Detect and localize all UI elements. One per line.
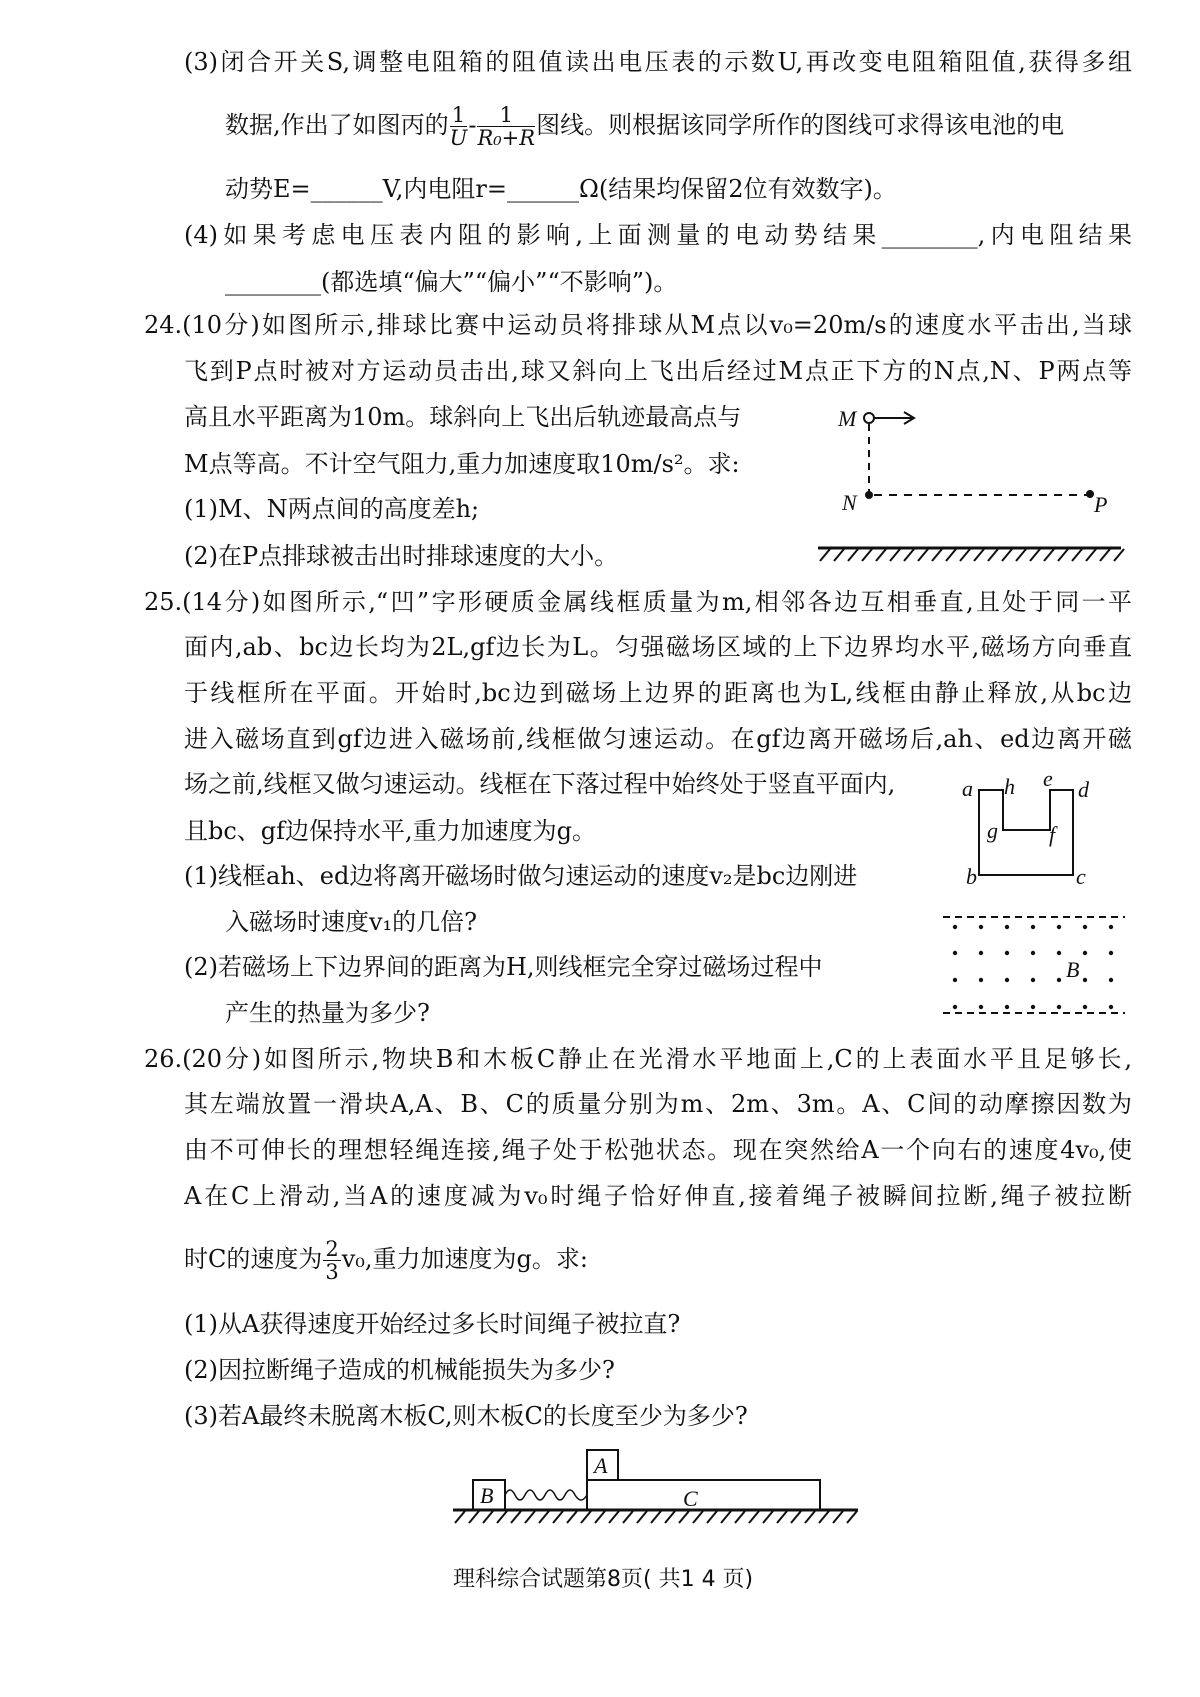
label-g: g [987,818,998,843]
hatch-mark [511,1511,521,1523]
q24-line: (2)在P点排球被击出时排球速度的大小。 [184,542,619,570]
field-dot [1057,978,1061,982]
ground-hatch [455,1511,857,1523]
q25-line: (1)线框ah、ed边将离开磁场时做匀速运动的速度v₂是bc边刚进 [184,862,858,890]
hatch-mark [1100,549,1110,561]
hatch-mark [974,549,984,561]
label-h: h [1004,774,1015,799]
frac-num: 1 [477,104,535,127]
q25-frame-figure [943,766,1125,1013]
field-dot [1005,1005,1009,1009]
label-p: P [1094,492,1108,517]
hatch-mark [847,1511,857,1523]
hatch-mark [820,549,830,561]
hatch-mark [890,549,900,561]
q23-part3-line2-post: 图线。则根据该同学所作的图线可求得该电池的电 [536,111,1065,139]
label-board-c: C [683,1486,698,1511]
hatch-mark [834,549,844,561]
hatch-mark [1058,549,1068,561]
q25-line: 且bc、gf边保持水平,重力加速度为g。 [184,817,597,845]
q24-line: M点等高。不计空气阻力,重力加速度取10m/s²。求: [184,450,740,478]
hatch-mark [581,1511,591,1523]
field-dot [953,925,957,929]
q24-line: (1)M、N两点间的高度差h; [184,495,480,523]
field-dot [1083,1005,1087,1009]
fraction-two-thirds [323,1238,340,1283]
hatch-mark [946,549,956,561]
q26-line: A在C上滑动,当A的速度减为v₀时绳子恰好伸直,接着绳子被瞬间拉断,绳子被拉断 [184,1182,1132,1210]
field-dot [1109,951,1113,955]
field-dot [1083,925,1087,929]
q26-line5 [184,1238,588,1283]
label-n: N [842,490,857,515]
hatch-mark [791,1511,801,1523]
field-dot [1057,1005,1061,1009]
point-p [1086,490,1094,498]
field-dot [1031,925,1035,929]
label-b: b [966,864,977,889]
q26-sub-question: (3)若A最终未脱离木板C,则木板C的长度至少为多少? [184,1402,748,1430]
hatch-mark [960,549,970,561]
hatch-mark [497,1511,507,1523]
hatch-mark [862,549,872,561]
q23-part4-line2: ________(都选填“偏大”“偏小”“不影响”)。 [225,268,678,296]
label-a: a [962,776,973,801]
board-c [587,1480,820,1510]
q26-sub-question: (1)从A获得速度开始经过多长时间绳子被拉直? [184,1310,681,1338]
q25-line: 场之前,线框又做匀速运动。线框在下落过程中始终处于竖直平面内, [184,770,896,798]
q26-line: 由不可伸长的理想轻绳连接,绳子处于松弛状态。现在突然给A一个向右的速度4v₀,使 [184,1136,1132,1164]
field-dot [979,925,983,929]
hatch-mark [721,1511,731,1523]
field-dot [979,1005,983,1009]
label-c: c [1076,864,1086,889]
hatch-mark [988,549,998,561]
field-dot [953,951,957,955]
field-dot [1083,978,1087,982]
q25-line: 面内,ab、bc边长均为2L,gf边长为L。匀强磁场区域的上下边界均水平,磁场方向垂直 [184,633,1132,661]
frac-den: 3 [325,1260,339,1284]
hatch-mark [1086,549,1096,561]
field-dot [1109,925,1113,929]
hatch-mark [623,1511,633,1523]
q24-line: 24.(10分)如图所示,排球比赛中运动员将排球从M点以v₀=20m/s的速度水平击出,当球 [144,311,1132,339]
field-dot [1057,925,1061,929]
frac-num: 1 [450,104,468,127]
label-e: e [1043,766,1053,791]
hatch-mark [1114,549,1124,561]
q25-line: 进入磁场直到gf边进入磁场前,线框做匀速运动。在gf边离开磁场后,ah、ed边离开磁 [184,725,1132,753]
q26-line5-pre: 时C的速度为 [184,1245,323,1273]
field-dot [1083,951,1087,955]
magnetic-field-dots [953,925,1113,1009]
q26-line: 其左端放置一滑块A,A、B、C的质量分别为m、2m、3m。A、C间的动摩擦因数为 [184,1090,1132,1118]
hatch-mark [539,1511,549,1523]
field-dot [953,978,957,982]
q24-line: 高且水平距离为10m。球斜向上飞出后轨迹最高点与 [184,403,742,431]
field-dot [1031,978,1035,982]
hatch-mark [665,1511,675,1523]
hatch-mark [749,1511,759,1523]
hatch-mark [651,1511,661,1523]
hatch-mark [904,549,914,561]
hatch-mark [833,1511,843,1523]
q25-line: 25.(14分)如图所示,“凹”字形硬质金属线框质量为m,相邻各边互相垂直,且处于同一平 [144,588,1132,616]
hatch-mark [595,1511,605,1523]
field-dot [1057,951,1061,955]
hatch-mark [1016,549,1026,561]
field-dot [979,951,983,955]
hatch-mark [553,1511,563,1523]
hatch-mark [1030,549,1040,561]
field-dot [1005,951,1009,955]
frac-den: R₀+R [477,126,536,150]
hatch-mark [1044,549,1054,561]
ground-hatch [820,549,1124,561]
q25-line: (2)若磁场上下边界间的距离为H,则线框完全穿过磁场过程中 [184,953,823,981]
hatch-mark [1072,549,1082,561]
point-m-ball [864,413,874,423]
slack-rope [505,1490,587,1500]
label-block-b: B [480,1483,494,1508]
label-field-b: B [1066,957,1080,982]
field-dot [1031,1005,1035,1009]
hatch-mark [455,1511,465,1523]
point-n [865,491,873,499]
hatch-mark [819,1511,829,1523]
hatch-mark [609,1511,619,1523]
page-footer: 理科综合试题第8页( 共1 4 页) [453,1567,754,1592]
hatch-mark [525,1511,535,1523]
field-dot [1005,978,1009,982]
frac-den: U [449,126,468,150]
hatch-mark [707,1511,717,1523]
field-dot [1109,978,1113,982]
q26-line5-post: v₀,重力加速度为g。求: [341,1245,589,1273]
field-dot [953,1005,957,1009]
hatch-mark [735,1511,745,1523]
q23-part3-line1: (3)闭合开关S,调整电阻箱的阻值读出电压表的示数U,再改变电阻箱阻值,获得多组 [184,48,1132,76]
q23-part3-line2-pre: 数据,作出了如图丙的 [225,111,449,139]
hatch-mark [637,1511,647,1523]
dash: - [468,111,477,139]
q26-sub-question: (2)因拉断绳子造成的机械能损失为多少? [184,1356,615,1384]
hatch-mark [763,1511,773,1523]
hatch-mark [469,1511,479,1523]
q24-figure [818,406,1124,561]
hatch-mark [483,1511,493,1523]
hatch-mark [918,549,928,561]
hatch-mark [848,549,858,561]
q25-line: 产生的热量为多少? [225,999,430,1027]
frac-num: 2 [325,1237,339,1261]
field-dot [1005,925,1009,929]
q23-part3-line3: 动势E=______V,内电阻r=______Ω(结果均保留2位有效数字)。 [225,175,897,203]
hatch-mark [777,1511,787,1523]
hatch-mark [876,549,886,561]
label-d: d [1078,777,1089,802]
label-f: f [1049,822,1056,847]
q23-part4-line1: (4)如果考虑电压表内阻的影响,上面测量的电动势结果________,内电阻结果 [184,221,1132,249]
hatch-mark [679,1511,689,1523]
field-dot [1109,1005,1113,1009]
q24-line: 飞到P点时被对方运动员击出,球又斜向上飞出后经过M点正下方的N点,N、P两点等 [184,357,1132,385]
q26-blocks-figure [453,1450,858,1523]
q26-line: 26.(20分)如图所示,物块B和木板C静止在光滑水平地面上,C的上表面水平且足够长, [144,1045,1132,1073]
hatch-mark [932,549,942,561]
hatch-mark [693,1511,703,1523]
field-dot [979,978,983,982]
hatch-mark [805,1511,815,1523]
label-slider-a: A [594,1453,608,1478]
field-dot [1031,951,1035,955]
hatch-mark [567,1511,577,1523]
hatch-mark [1002,549,1012,561]
label-m: M [838,406,857,431]
q25-line: 入磁场时速度v₁的几倍? [225,908,478,936]
q25-line: 于线框所在平面。开始时,bc边到磁场上边界的距离也为L,线框由静止释放,从bc边 [184,679,1132,707]
